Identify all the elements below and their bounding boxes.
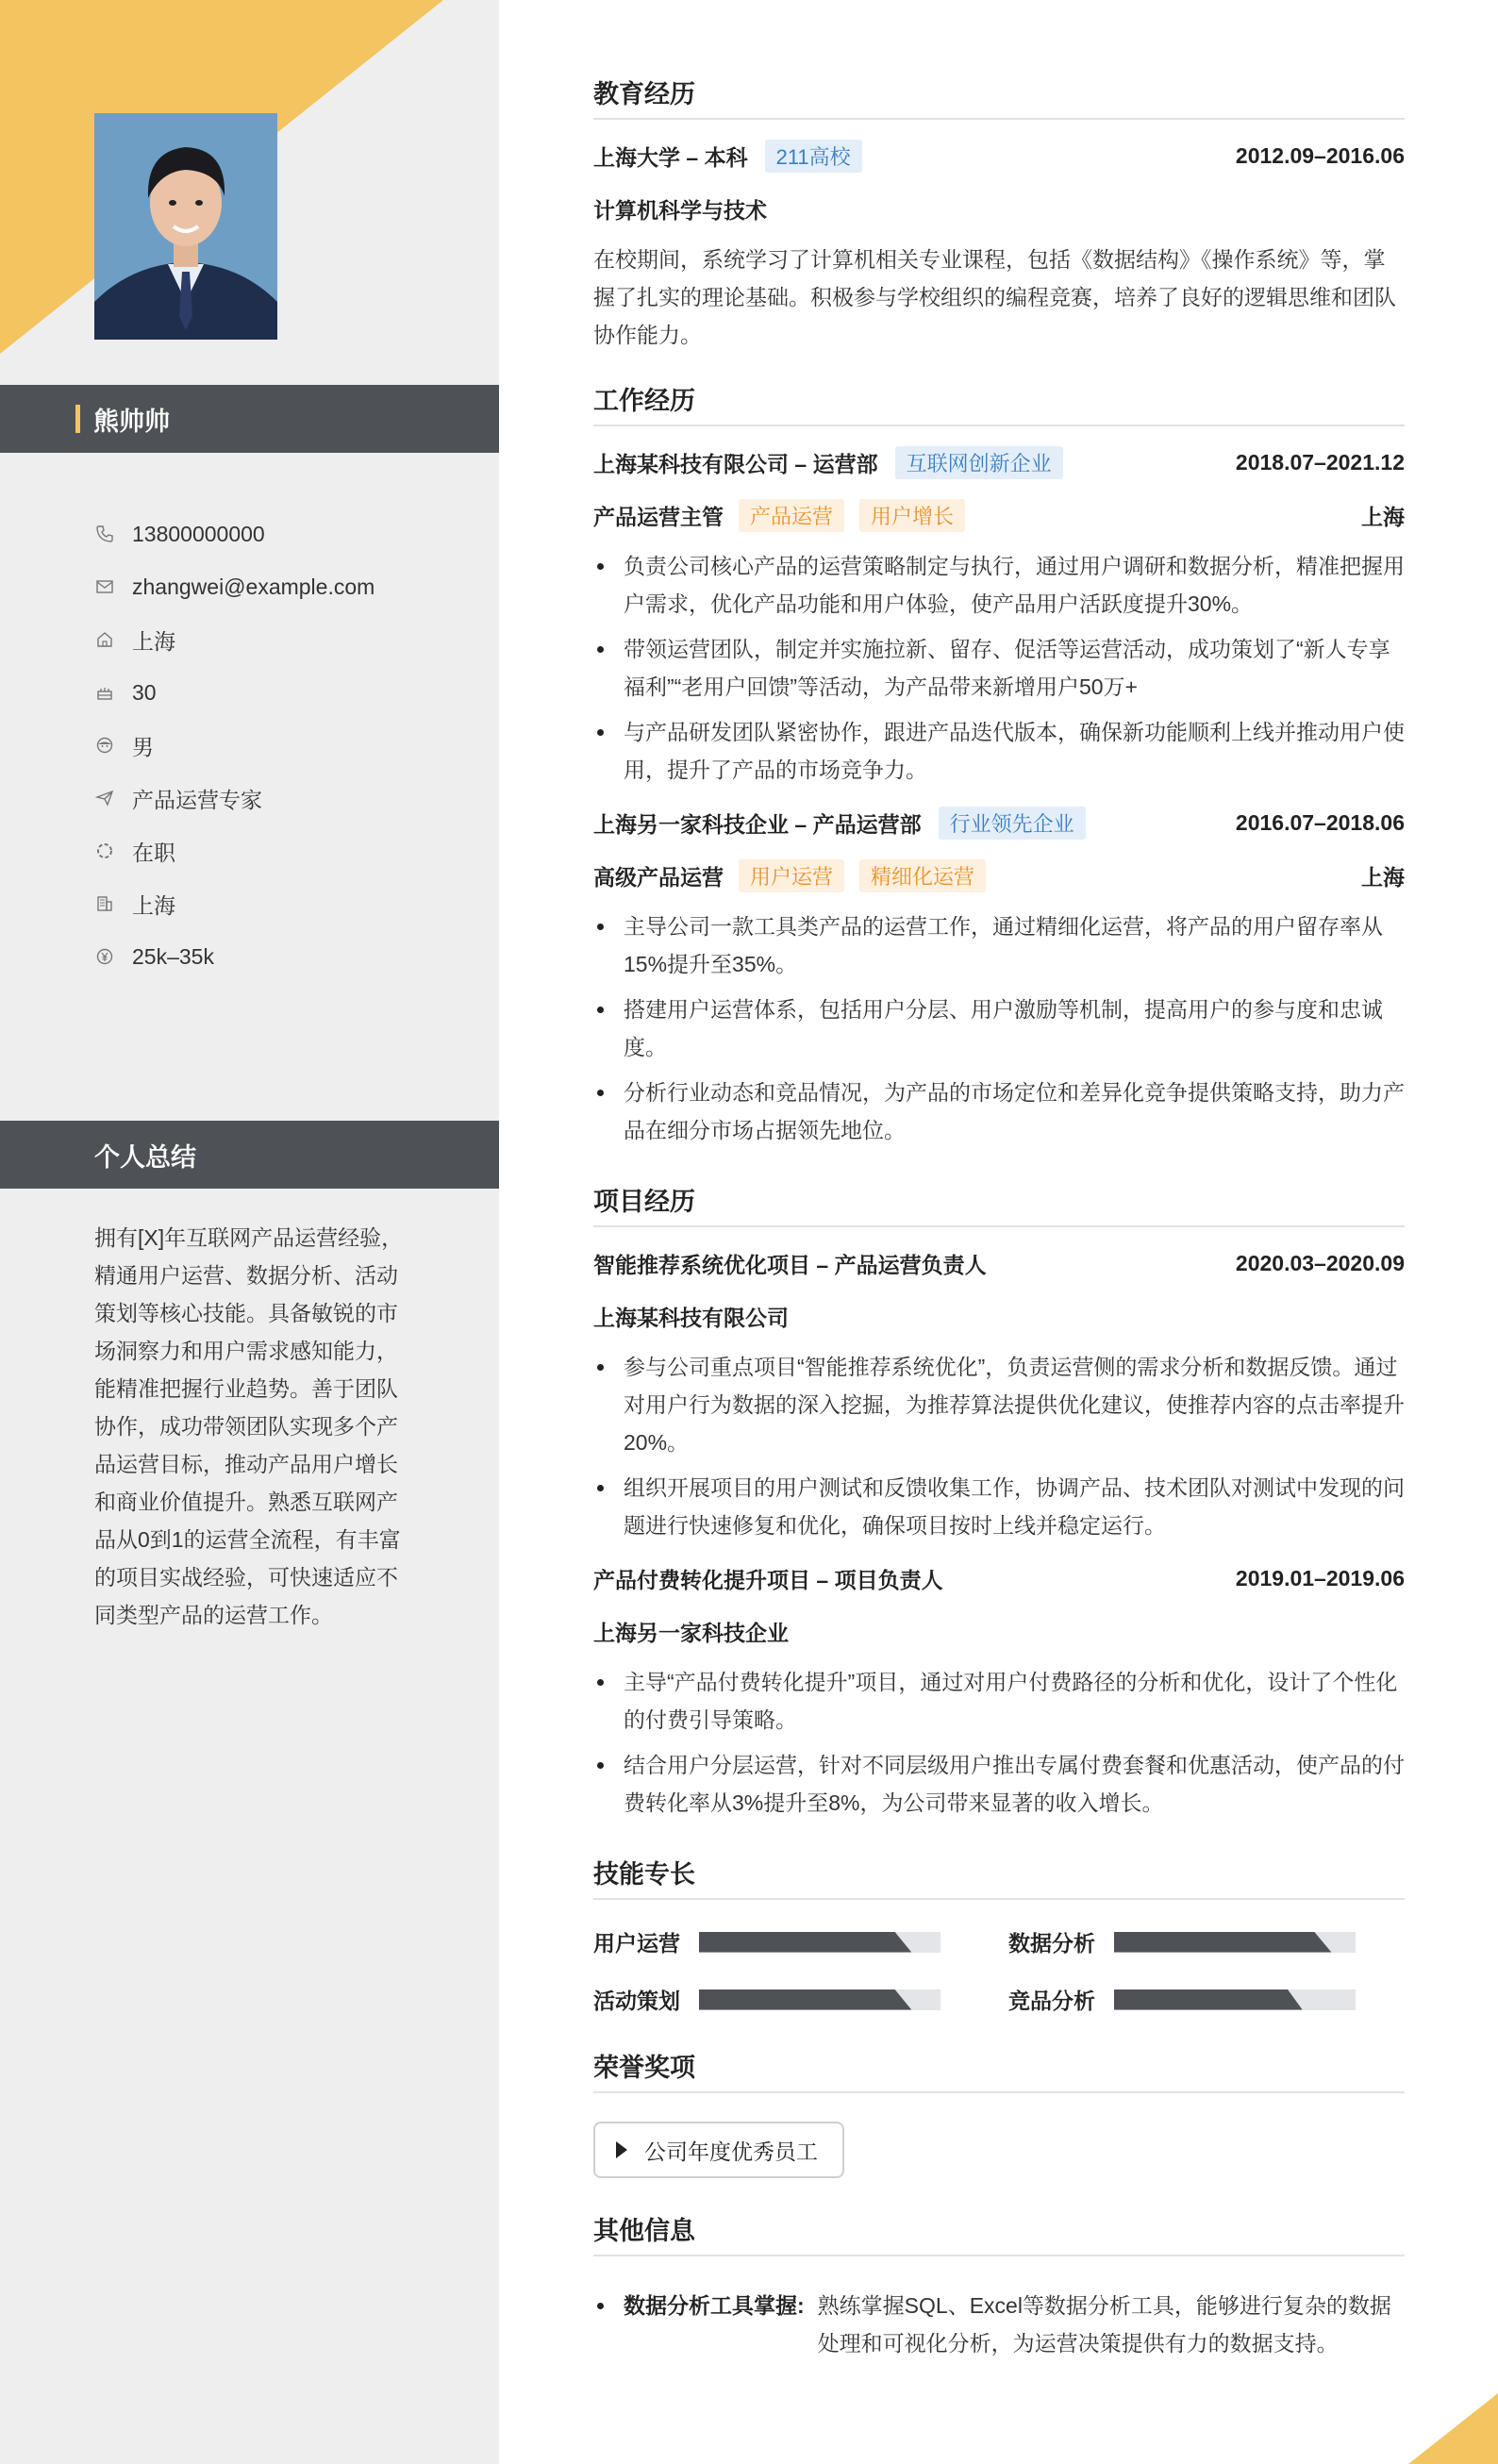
send-icon bbox=[94, 788, 115, 808]
skill-item bbox=[1008, 1984, 1405, 2015]
building-icon bbox=[94, 893, 115, 914]
job-header bbox=[593, 796, 1405, 849]
job-bullets bbox=[593, 547, 1405, 789]
job-entry bbox=[593, 796, 1405, 1149]
sidebar bbox=[0, 0, 499, 2464]
skill-item bbox=[593, 1926, 1008, 1957]
job-entry bbox=[593, 436, 1405, 789]
school-tag: 211高校 bbox=[765, 140, 862, 173]
contact-text: 产品运营专家 bbox=[132, 787, 262, 812]
phone-icon bbox=[94, 524, 115, 544]
project-name: 智能推荐系统优化项目 – 产品运营负责人 bbox=[593, 1252, 987, 1277]
company-name: 上海另一家科技企业 – 产品运营部 bbox=[593, 811, 922, 837]
contact-text: 上海 bbox=[132, 628, 175, 654]
decorative-corner-bottom bbox=[1408, 2393, 1498, 2464]
skill-bar bbox=[1114, 1932, 1356, 1953]
job-role: 产品运营主管 bbox=[593, 504, 724, 529]
contact-item bbox=[94, 613, 481, 666]
project-name: 产品付费转化提升项目 – 项目负责人 bbox=[593, 1567, 943, 1592]
skill-label: 数据分析 bbox=[1008, 1931, 1095, 1956]
list-item: 分析行业动态和竞品情况，为产品的市场定位和差异化竞争提供策略支持，助力产品在细分市场占据领先地位。 bbox=[593, 1074, 1405, 1149]
home-icon bbox=[94, 629, 115, 650]
skills-section bbox=[593, 1854, 1405, 2015]
company-name: 上海某科技有限公司 – 运营部 bbox=[593, 451, 878, 476]
role-tag: 用户运营 bbox=[739, 859, 844, 892]
skill-bar-fill bbox=[699, 1932, 911, 1953]
job-date: 2018.07–2021.12 bbox=[1235, 449, 1405, 474]
list-item: 搭建用户运营体系，包括用户分层、用户激励等机制，提高用户的参与度和忠诚度。 bbox=[593, 991, 1405, 1066]
list-item: 带领运营团队，制定并实施拉新、留存、促活等运营活动，成功策划了“新人专享福利”“老用户回馈”等活动，为产品带来新增用户50万+ bbox=[593, 630, 1405, 706]
other-label: 数据分析工具掌握: bbox=[624, 2293, 805, 2318]
section-title: 荣誉奖项 bbox=[593, 2047, 1405, 2093]
award-item bbox=[593, 2122, 844, 2178]
education-major-row bbox=[593, 182, 1405, 235]
project-company-row bbox=[593, 1290, 1405, 1342]
job-city: 上海 bbox=[1361, 864, 1405, 890]
other-item bbox=[593, 2287, 1405, 2362]
skills-grid bbox=[593, 1926, 1405, 2015]
list-item: 结合用户分层运营，针对不同层级用户推出专属付费套餐和优惠活动，使产品的付费转化率从3%提升至8%，为公司带来显著的收入增长。 bbox=[593, 1746, 1405, 1822]
list-item: 参与公司重点项目“智能推荐系统优化”，负责运营侧的需求分析和数据反馈。通过对用户行为数据的深入挖掘，为推荐算法提供优化建议，使推荐内容的点击率提升20%。 bbox=[593, 1348, 1405, 1461]
contact-item bbox=[94, 930, 481, 983]
name-bar bbox=[0, 385, 499, 453]
projects-section bbox=[593, 1181, 1405, 1822]
project-entry bbox=[593, 1237, 1405, 1544]
contact-item bbox=[94, 824, 481, 877]
skill-bar-fill bbox=[1114, 1990, 1303, 2010]
role-tag: 精细化运营 bbox=[859, 859, 986, 892]
section-title: 项目经历 bbox=[593, 1181, 1405, 1227]
skill-bar-fill bbox=[1114, 1932, 1331, 1953]
contact-text: 在职 bbox=[132, 840, 175, 865]
list-item: 组织开展项目的用户测试和反馈收集工作，协调产品、技术团队对测试中发现的问题进行快速修复和优化，确保项目按时上线并稳定运行。 bbox=[593, 1469, 1405, 1544]
contact-text: 男 bbox=[132, 734, 154, 759]
project-date: 2020.03–2020.09 bbox=[1235, 1250, 1405, 1275]
summary-header bbox=[0, 1121, 499, 1189]
project-header bbox=[593, 1237, 1405, 1290]
education-section bbox=[593, 74, 1405, 354]
project-company: 上海某科技有限公司 bbox=[593, 1305, 789, 1330]
section-title: 其他信息 bbox=[593, 2210, 1405, 2256]
project-company-row bbox=[593, 1605, 1405, 1657]
project-bullets bbox=[593, 1348, 1405, 1544]
cake-icon bbox=[94, 682, 115, 703]
other-value: 熟练掌握SQL、Excel等数据分析工具，能够进行复杂的数据处理和可视化分析，为运营决策提供有力的数据支持。 bbox=[817, 2293, 1391, 2356]
skill-label: 用户运营 bbox=[593, 1931, 680, 1956]
list-item: 负责公司核心产品的运营策略制定与执行，通过用户调研和数据分析，精准把握用户需求，优化产品功能和用户体验，使产品用户活跃度提升30%。 bbox=[593, 547, 1405, 623]
project-date: 2019.01–2019.06 bbox=[1235, 1565, 1405, 1590]
school-name: 上海大学 – 本科 bbox=[593, 144, 748, 170]
job-bullets bbox=[593, 907, 1405, 1149]
company-tag: 行业领先企业 bbox=[939, 807, 1086, 840]
skill-label: 活动策划 bbox=[593, 1989, 680, 2013]
list-item: 主导“产品付费转化提升”项目，通过对用户付费路径的分析和优化，设计了个性化的付费引导策略。 bbox=[593, 1663, 1405, 1739]
list-item: 与产品研发团队紧密协作，跟进产品迭代版本，确保新功能顺利上线并推动用户使用，提升了产品的市场竞争力。 bbox=[593, 713, 1405, 789]
role-tag: 用户增长 bbox=[859, 499, 965, 532]
avatar bbox=[94, 113, 277, 340]
job-role-row bbox=[593, 489, 1405, 541]
name-accent bbox=[75, 405, 80, 433]
contact-item bbox=[94, 508, 481, 560]
contact-text: 上海 bbox=[132, 892, 175, 918]
skill-bar bbox=[1114, 1990, 1356, 2010]
job-role-row bbox=[593, 849, 1405, 902]
contact-text: 25k–35k bbox=[132, 943, 214, 969]
job-header bbox=[593, 436, 1405, 489]
project-entry bbox=[593, 1552, 1405, 1822]
job-role: 高级产品运营 bbox=[593, 864, 724, 890]
major: 计算机科学与技术 bbox=[593, 197, 767, 223]
other-section bbox=[593, 2210, 1405, 2362]
skill-bar bbox=[699, 1932, 940, 1953]
section-title: 工作经历 bbox=[593, 380, 1405, 426]
contact-item bbox=[94, 719, 481, 772]
section-title: 教育经历 bbox=[593, 74, 1405, 120]
skill-label: 竞品分析 bbox=[1008, 1989, 1095, 2013]
list-item: 主导公司一款工具类产品的运营工作，通过精细化运营，将产品的用户留存率从15%提升至35%。 bbox=[593, 907, 1405, 983]
contact-item bbox=[94, 772, 481, 824]
contact-item bbox=[94, 666, 481, 719]
summary-text: 拥有[X]年互联网产品运营经验，精通用户运营、数据分析、活动策划等核心技能。具备敏锐的市场洞察力和用户需求感知能力，能精准把握行业趋势。善于团队协作，成功带领团队实现多个产品运营目标，推动产品用户增长和商业价值提升。熟悉互联网产品从0到1的运营全流程，有丰富的项目实战经验，可快速适应不同类型产品的运营工作。 bbox=[94, 1225, 404, 1627]
project-header bbox=[593, 1552, 1405, 1605]
education-date: 2012.09–2016.06 bbox=[1235, 142, 1405, 168]
award-label: 公司年度优秀员工 bbox=[644, 2139, 818, 2164]
contact-item bbox=[94, 560, 481, 613]
main-content bbox=[593, 74, 1405, 2362]
skill-bar bbox=[699, 1990, 940, 2010]
project-company: 上海另一家科技企业 bbox=[593, 1620, 789, 1645]
work-section bbox=[593, 380, 1405, 1149]
project-bullets bbox=[593, 1663, 1405, 1822]
gender-icon bbox=[94, 735, 115, 756]
play-icon bbox=[616, 2141, 627, 2158]
job-date: 2016.07–2018.06 bbox=[1235, 809, 1405, 835]
skill-bar-fill bbox=[699, 1990, 911, 2010]
contact-text: zhangwei@example.com bbox=[132, 574, 375, 599]
contact-text: 30 bbox=[132, 679, 157, 705]
awards-section bbox=[593, 2047, 1405, 2178]
contact-item bbox=[94, 877, 481, 930]
contact-list bbox=[94, 508, 481, 983]
section-title: 技能专长 bbox=[593, 1854, 1405, 1900]
salary-icon bbox=[94, 946, 115, 967]
summary-title: 个人总结 bbox=[94, 1142, 196, 1172]
candidate-name: 熊帅帅 bbox=[93, 407, 170, 436]
skill-item bbox=[1008, 1926, 1405, 1957]
company-tag: 互联网创新企业 bbox=[895, 446, 1063, 479]
education-header bbox=[593, 129, 1405, 182]
role-tag: 产品运营 bbox=[739, 499, 844, 532]
skill-item bbox=[593, 1984, 1008, 2015]
education-desc: 在校期间，系统学习了计算机相关专业课程，包括《数据结构》《操作系统》等，掌握了扎实的理论基础。积极参与学校组织的编程竞赛，培养了良好的逻辑思维和团队协作能力。 bbox=[593, 247, 1396, 347]
contact-text: 13800000000 bbox=[132, 521, 265, 546]
job-city: 上海 bbox=[1361, 504, 1405, 529]
mail-icon bbox=[94, 576, 115, 597]
status-icon bbox=[94, 841, 115, 861]
